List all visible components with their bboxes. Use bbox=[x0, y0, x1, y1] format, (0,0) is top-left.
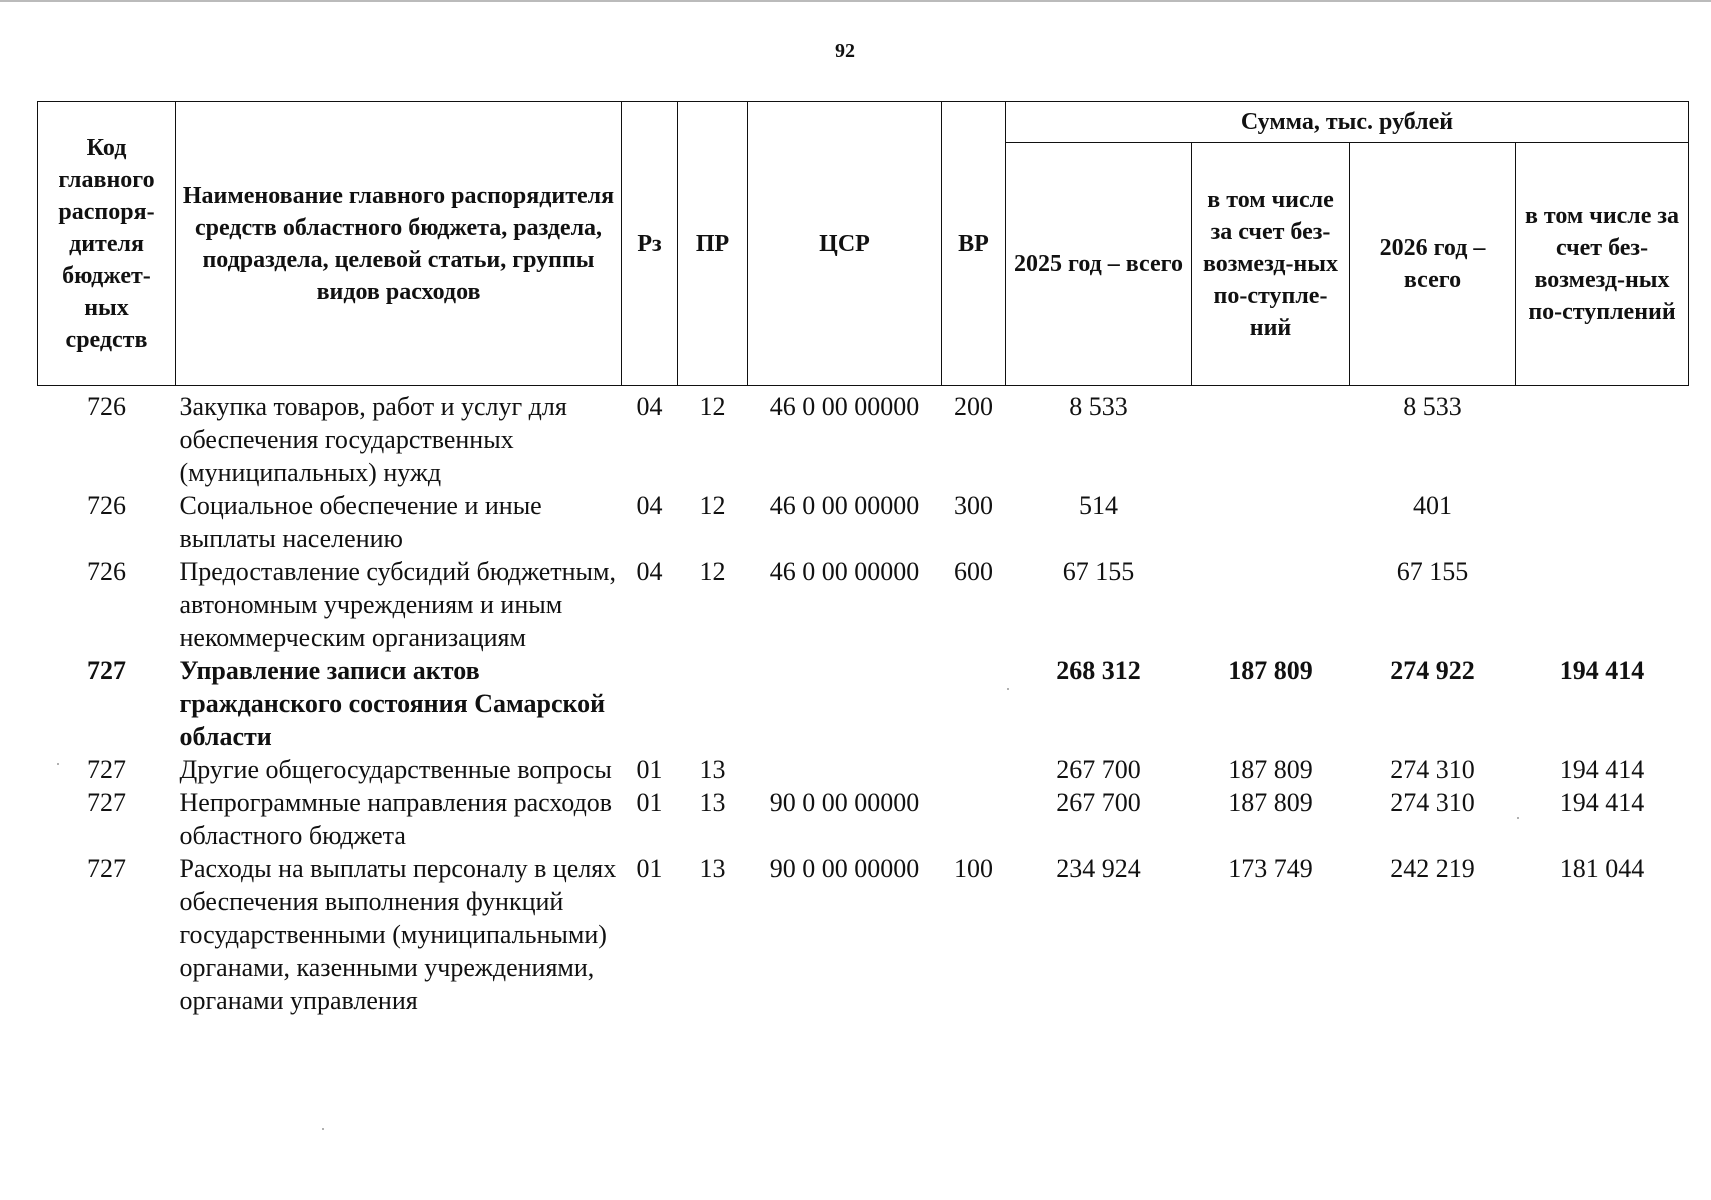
cell-pr: 12 bbox=[699, 392, 726, 421]
cell-2026-total: 274 310 bbox=[1390, 788, 1475, 817]
cell-rz: 04 bbox=[636, 491, 663, 520]
cell-2025-free: 187 809 bbox=[1228, 788, 1313, 817]
cell-vr bbox=[942, 753, 1006, 786]
header-sum-group: Сумма, тыс. рублей bbox=[1006, 102, 1689, 143]
cell-vr: 600 bbox=[954, 557, 993, 586]
cell-vr bbox=[942, 786, 1006, 852]
scan-speck bbox=[1517, 817, 1519, 819]
cell-code: 726 bbox=[87, 557, 126, 586]
table-row bbox=[38, 852, 1689, 1017]
cell-2026-free: 181 044 bbox=[1559, 854, 1645, 883]
header-csr: ЦСР bbox=[748, 102, 942, 386]
header-code: Код главного распоря-дителя бюджет-ных средств bbox=[38, 102, 176, 386]
cell-2025-total: 67 155 bbox=[1062, 557, 1135, 586]
cell-2026-free: 194 414 bbox=[1559, 656, 1645, 685]
scan-speck bbox=[322, 1128, 324, 1130]
cell-vr: 300 bbox=[954, 491, 993, 520]
cell-2026-free bbox=[1516, 386, 1689, 490]
cell-code: 727 bbox=[87, 788, 126, 817]
cell-2025-total: 267 700 bbox=[1056, 755, 1141, 784]
table-row bbox=[38, 555, 1689, 654]
cell-name: Предоставление субсидий бюджетным, автономным учреждениям и иным некоммерческим организациям bbox=[179, 557, 616, 652]
cell-csr: 90 0 00 00000 bbox=[769, 788, 920, 817]
cell-pr: 13 bbox=[699, 755, 726, 784]
cell-code: 727 bbox=[87, 656, 126, 685]
header-vr: ВР bbox=[942, 102, 1006, 386]
cell-pr: 13 bbox=[699, 788, 726, 817]
cell-csr bbox=[748, 654, 942, 753]
cell-name: Другие общегосударственные вопросы bbox=[179, 755, 612, 784]
cell-2026-total: 401 bbox=[1413, 491, 1452, 520]
cell-csr: 46 0 00 00000 bbox=[769, 392, 920, 421]
cell-csr: 46 0 00 00000 bbox=[769, 491, 920, 520]
cell-2026-total: 67 155 bbox=[1396, 557, 1469, 586]
cell-name: Непрограммные направления расходов областного бюджета bbox=[179, 788, 613, 850]
table-row-summary bbox=[38, 654, 1689, 753]
cell-pr: 12 bbox=[699, 491, 726, 520]
budget-table bbox=[37, 101, 1689, 1017]
cell-code: 727 bbox=[87, 854, 126, 883]
cell-pr: 13 bbox=[699, 854, 726, 883]
cell-rz: 01 bbox=[636, 755, 663, 784]
scan-speck bbox=[57, 763, 59, 765]
cell-2026-total: 274 922 bbox=[1390, 656, 1475, 685]
cell-2026-free bbox=[1516, 555, 1689, 654]
header-2025-total: 2025 год – всего bbox=[1006, 143, 1192, 386]
cell-rz: 01 bbox=[636, 854, 663, 883]
cell-2025-free: 187 809 bbox=[1228, 656, 1313, 685]
cell-2026-free bbox=[1516, 489, 1689, 555]
cell-2025-free bbox=[1192, 386, 1350, 490]
cell-rz: 01 bbox=[636, 788, 663, 817]
cell-2025-total: 8 533 bbox=[1069, 392, 1128, 421]
cell-name: Расходы на выплаты персоналу в целях обеспечения выполнения функций государственными (муниципальными) органами, казенными учреждениями, органами управления bbox=[179, 854, 617, 1015]
header-pr: ПР bbox=[678, 102, 748, 386]
page-number: 92 bbox=[835, 40, 855, 62]
cell-code: 726 bbox=[87, 392, 126, 421]
cell-2025-free: 173 749 bbox=[1228, 854, 1313, 883]
cell-2026-total: 8 533 bbox=[1403, 392, 1462, 421]
header-2026-free: в том числе за счет без-возмезд-ных по-ступлений bbox=[1516, 143, 1689, 386]
cell-pr: 12 bbox=[699, 557, 726, 586]
cell-rz bbox=[622, 654, 678, 753]
cell-2025-total: 234 924 bbox=[1056, 854, 1141, 883]
cell-vr bbox=[942, 654, 1006, 753]
cell-csr bbox=[748, 753, 942, 786]
cell-name: Управление записи актов гражданского состояния Самарской области bbox=[179, 656, 606, 751]
cell-rz: 04 bbox=[636, 557, 663, 586]
cell-2025-free bbox=[1192, 489, 1350, 555]
header-2025-free: в том числе за счет без-возмезд-ных по-ступле-ний bbox=[1192, 143, 1350, 386]
cell-2026-free: 194 414 bbox=[1559, 755, 1645, 784]
table-row bbox=[38, 786, 1689, 852]
table-row bbox=[38, 489, 1689, 555]
cell-name: Социальное обеспечение и иные выплаты населению bbox=[179, 491, 542, 553]
cell-csr: 46 0 00 00000 bbox=[769, 557, 920, 586]
table-header bbox=[38, 102, 1689, 386]
cell-pr bbox=[678, 654, 748, 753]
table-row bbox=[38, 386, 1689, 490]
cell-2026-total: 274 310 bbox=[1390, 755, 1475, 784]
cell-code: 727 bbox=[87, 755, 126, 784]
cell-vr: 200 bbox=[954, 392, 993, 421]
cell-name: Закупка товаров, работ и услуг для обеспечения государственных (муниципальных) нужд bbox=[179, 392, 567, 487]
cell-2025-total: 268 312 bbox=[1056, 656, 1141, 685]
cell-2026-total: 242 219 bbox=[1390, 854, 1475, 883]
cell-2025-free bbox=[1192, 555, 1350, 654]
cell-2025-total: 514 bbox=[1079, 491, 1118, 520]
header-rz: Рз bbox=[622, 102, 678, 386]
cell-csr: 90 0 00 00000 bbox=[769, 854, 920, 883]
top-border-line bbox=[0, 0, 1711, 2]
header-name: Наименование главного распорядителя средств областного бюджета, раздела, подраздела, целевой статьи, группы видов расходов bbox=[176, 102, 622, 386]
cell-vr: 100 bbox=[954, 854, 993, 883]
table-row bbox=[38, 753, 1689, 786]
cell-2026-free: 194 414 bbox=[1559, 788, 1645, 817]
cell-code: 726 bbox=[87, 491, 126, 520]
cell-2025-free: 187 809 bbox=[1228, 755, 1313, 784]
header-2026-total: 2026 год – всего bbox=[1350, 143, 1516, 386]
table-body bbox=[38, 386, 1689, 1018]
cell-rz: 04 bbox=[636, 392, 663, 421]
scan-speck bbox=[1007, 688, 1009, 690]
cell-2025-total: 267 700 bbox=[1056, 788, 1141, 817]
